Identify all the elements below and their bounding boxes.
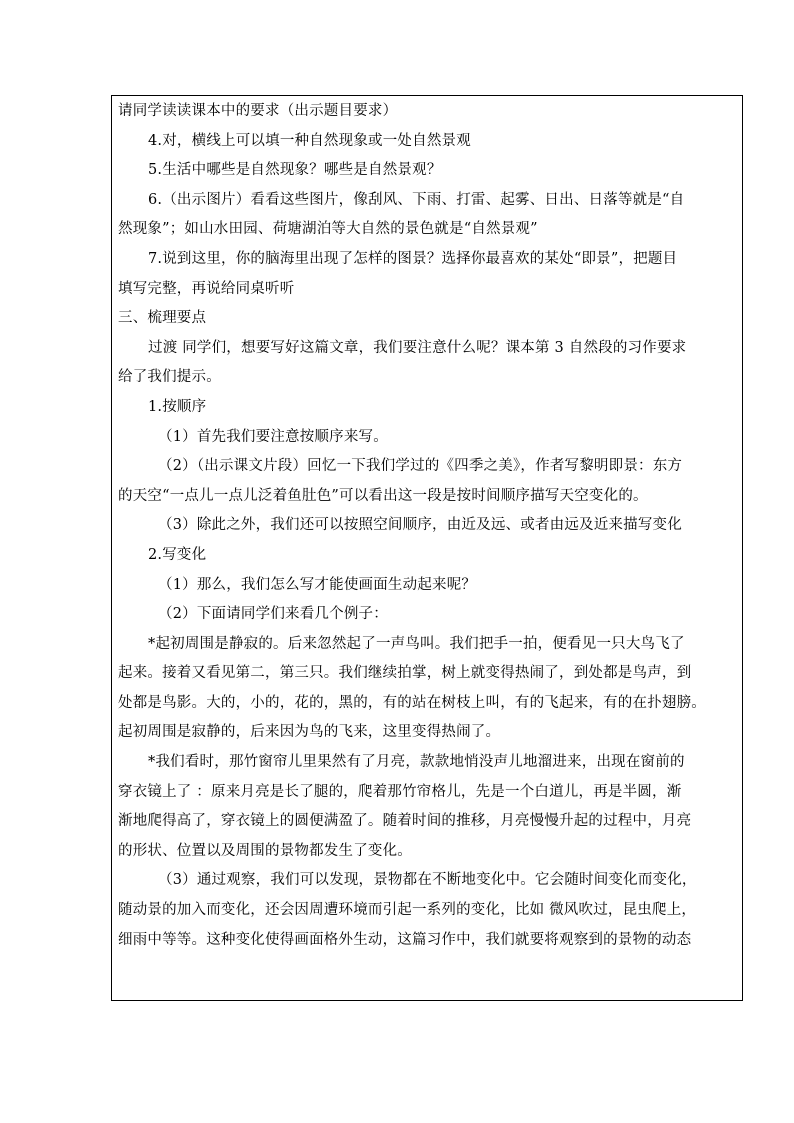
text-line: 随动景的加入而变化，还会因周遭环境而引起一系列的变化，比如 微风吹过，昆虫爬上， [118, 902, 697, 919]
text-line: 1.按顺序 [148, 398, 207, 415]
text-line: 起来。接着又看见第二，第三只。我们继续拍掌，树上就变得热闹了，到处都是鸟声，到 [118, 665, 692, 682]
text-line: 的形状、位置以及周围的景物都发生了变化。 [118, 842, 412, 859]
text-line: 7.说到这里，你的脑海里出现了怎样的图景？选择你最喜欢的某处“即景”，把题目 [148, 250, 678, 267]
text-line: 2.写变化 [148, 546, 207, 563]
text-line: （3）通过观察，我们可以发现，景物都在不断地变化中。它会随时间变化而变化， [158, 872, 697, 889]
text-line: （2）（出示课文片段）回忆一下我们学过的《四季之美》，作者写黎明即景：东方 [158, 458, 683, 475]
text-line: 处都是鸟影。大的，小的，花的，黑的，有的站在树枝上叫，有的飞起来，有的在扑翅膀。 [118, 694, 706, 711]
text-line: 填写完整，再说给同桌听听 [118, 280, 295, 297]
text-line: 5.生活中哪些是自然现象？哪些是自然景观？ [148, 162, 442, 179]
text-line: 的天空“一点儿一点儿泛着鱼肚色”可以看出这一段是按时间顺序描写天空变化的。 [118, 487, 648, 504]
text-line: 然现象”；如山水田园、荷塘湖泊等大自然的景色就是“自然景观” [118, 221, 538, 238]
text-line: （1）首先我们要注意按顺序来写。 [158, 428, 388, 445]
text-line: *我们看时，那竹窗帘儿里果然有了月亮，款款地悄没声儿地溜进来，出现在窗前的 [148, 754, 685, 771]
text-line: 4.对，横线上可以填一种自然现象或一处自然景观 [148, 132, 471, 149]
text-line: *起初周围是静寂的。后来忽然起了一声鸟叫。我们把手一拍，便看见一只大鸟飞了 [148, 635, 685, 652]
text-line: 给了我们提示。 [118, 369, 221, 386]
text-line: 6.（出示图片）看看这些图片，像刮风、下雨、打雷、起雾、日出、日落等就是“自 [148, 191, 685, 208]
text-line: 过渡 同学们，想要写好这篇文章，我们要注意什么呢？课本第 3 自然段的习作要求 [148, 339, 687, 356]
text-line: 起初周围是寂静的，后来因为鸟的飞来，这里变得热闹了。 [118, 724, 501, 741]
text-line: 穿衣镜上了 ：原来月亮是长了腿的，爬着那竹帘格儿，先是一个白道儿，再是半圆，渐 [118, 783, 682, 800]
text-line: （2）下面请同学们来看几个例子： [158, 606, 388, 623]
text-line: 三、梳理要点 [118, 310, 207, 327]
text-line: 请同学读读课本中的要求（出示题目要求） [118, 103, 398, 119]
text-line: 细雨中等等。这种变化使得画面格外生动，这篇习作中，我们就要将观察到的景物的动态 [118, 931, 692, 948]
text-line: 渐地爬得高了，穿衣镜上的圆便满盈了。随着时间的推移，月亮慢慢升起的过程中，月亮 [118, 813, 692, 830]
text-line: （1）那么，我们怎么写才能使画面生动起来呢？ [158, 576, 477, 593]
text-line: （3）除此之外，我们还可以按照空间顺序，由近及远、或者由远及近来描写变化 [158, 517, 682, 534]
document-body [118, 97, 740, 955]
